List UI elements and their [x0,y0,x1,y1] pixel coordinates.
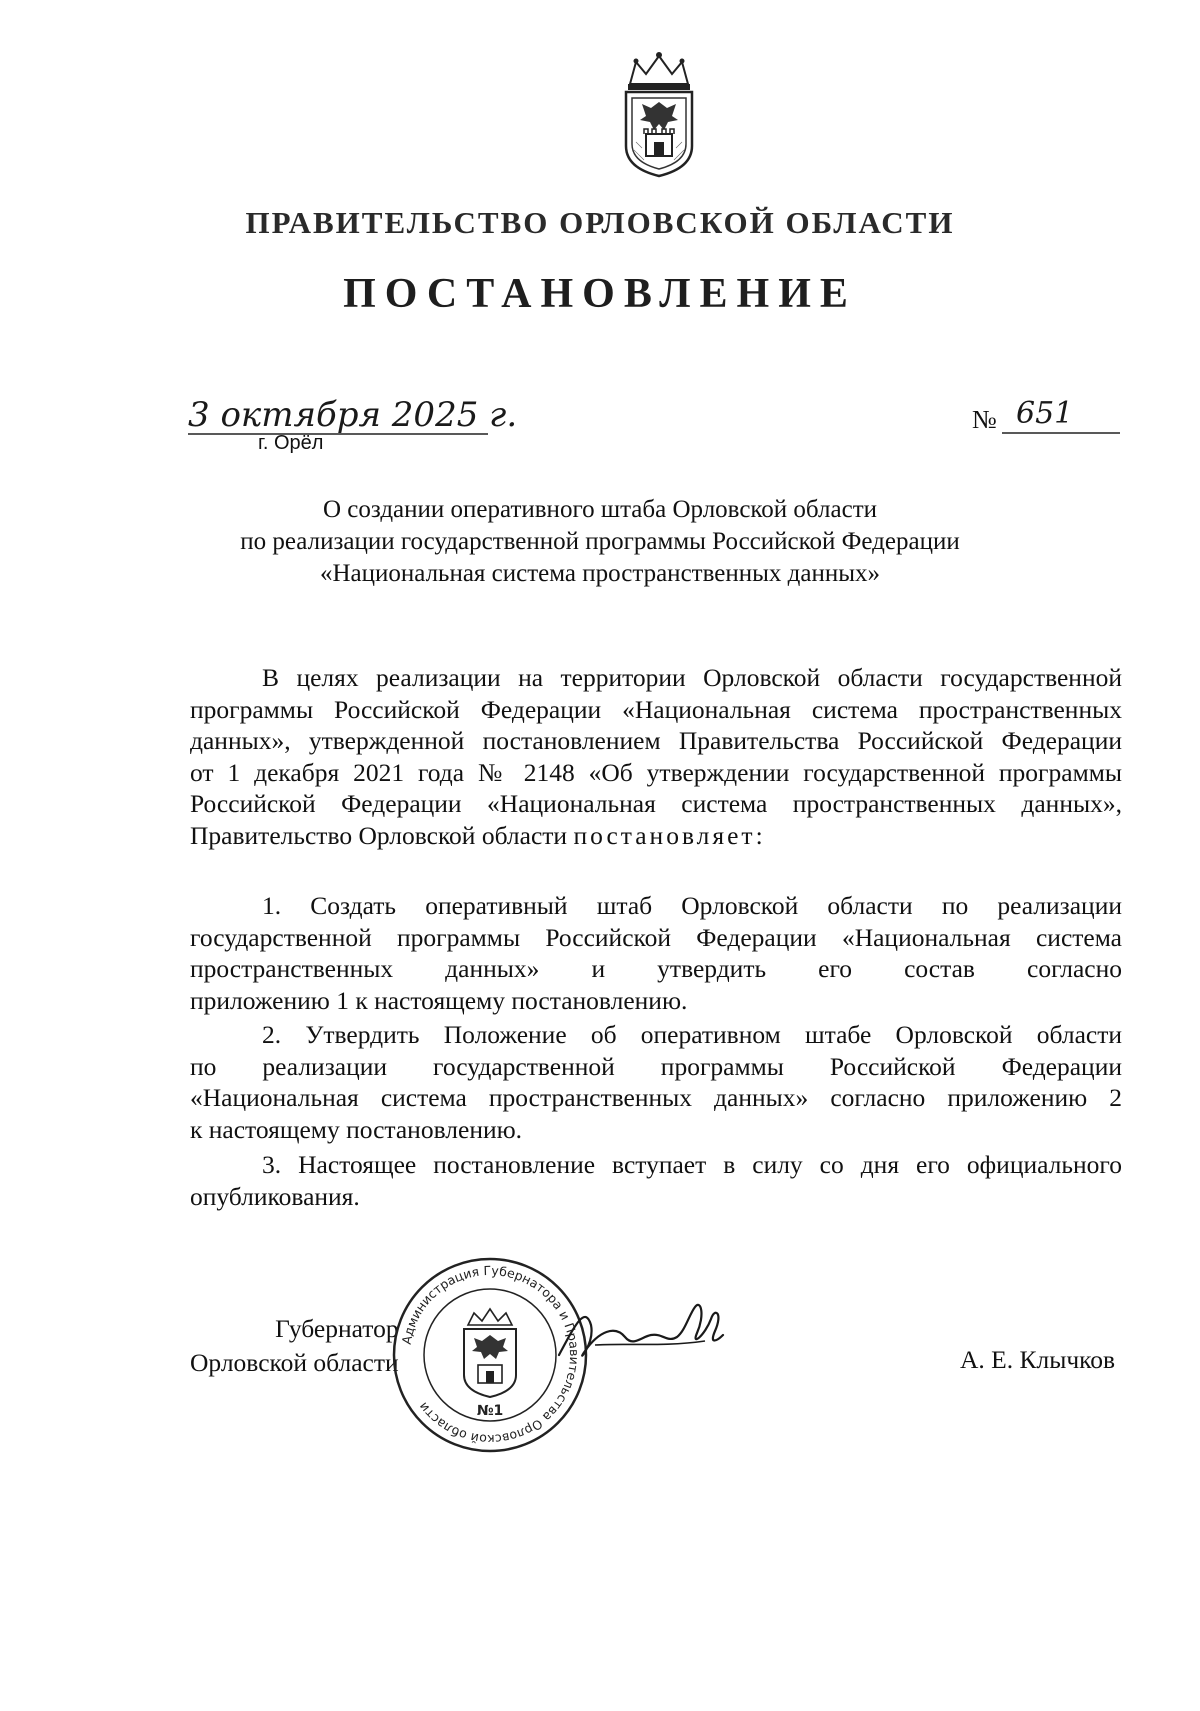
seal-text: Администрация Губернатора и Правительства Орловской области [398,1262,583,1448]
signatory-name: А. Е. Клычков [960,1345,1116,1374]
preamble-subject: Правительство Орловской области [190,820,568,850]
number-text: 651 [1016,396,1074,431]
item-1-paragraph [190,890,1122,1016]
preamble-paragraph [190,662,1122,851]
text-line: 1. Создать оперативный штаб Орловской области по реализации [262,891,1122,920]
text-line: 2. Утвердить Положение об оперативном штабе Орловской области [262,1020,1122,1049]
item-3-paragraph [190,1149,1122,1212]
coat-of-arms-icon [618,50,700,180]
text-line: данных», утвержденной постановлением Правительства Российской Федерации [190,726,1122,755]
handwritten-date [188,392,533,442]
text-line: пространственных данных» и утвердить его состав согласно [190,954,1122,983]
text-line: от 1 декабря 2021 года № 2148 «Об утверждении государственной программы [190,757,1122,787]
title-line: «Национальная система пространственных данных» [319,560,881,587]
document-title [120,494,1080,590]
text-line: государственной программы Российской Федерации «Национальная система [190,922,1122,952]
text-line: опубликования. [190,1181,360,1211]
title-line: по реализации государственной программы Российской Федерации [240,528,960,555]
title-line: О создании оперативного штаба Орловской области [323,496,877,523]
date-text: 3 октября 2025 г. [188,395,518,435]
text-line: «Национальная система пространственных данных» согласно приложению 2 [190,1083,1122,1112]
resolves-word: постановляет: [573,820,766,850]
text-line: 3. Настоящее постановление вступает в силу со дня его официального [262,1150,1122,1179]
text-line: по реализации государственной программы Российской Федерации [190,1051,1122,1081]
handwritten-number [1002,393,1122,441]
number-label: № [972,405,997,434]
handwritten-signature-icon [555,1285,725,1375]
text-line: В целях реализации на территории Орловской области государственной [262,663,1122,692]
signatory-position [190,1312,399,1380]
city: г. Орёл [258,432,324,454]
item-2-paragraph [190,1019,1122,1145]
text-line: программы Российской Федерации «Национальная система пространственных [190,694,1122,724]
document-type: ПОСТАНОВЛЕНИЕ [343,271,857,317]
position-line: Орловской области [190,1348,399,1377]
text-line [190,820,1122,852]
organization-name: ПРАВИТЕЛЬСТВО ОРЛОВСКОЙ ОБЛАСТИ [245,205,955,240]
text-line: Российской Федерации «Национальная система пространственных данных», [190,789,1122,818]
seal-number: №1 [476,1403,504,1419]
position-line: Губернатор [275,1314,399,1343]
text-line: к настоящему постановлению. [190,1114,523,1144]
text-line: приложению 1 к настоящему постановлению. [190,985,688,1015]
